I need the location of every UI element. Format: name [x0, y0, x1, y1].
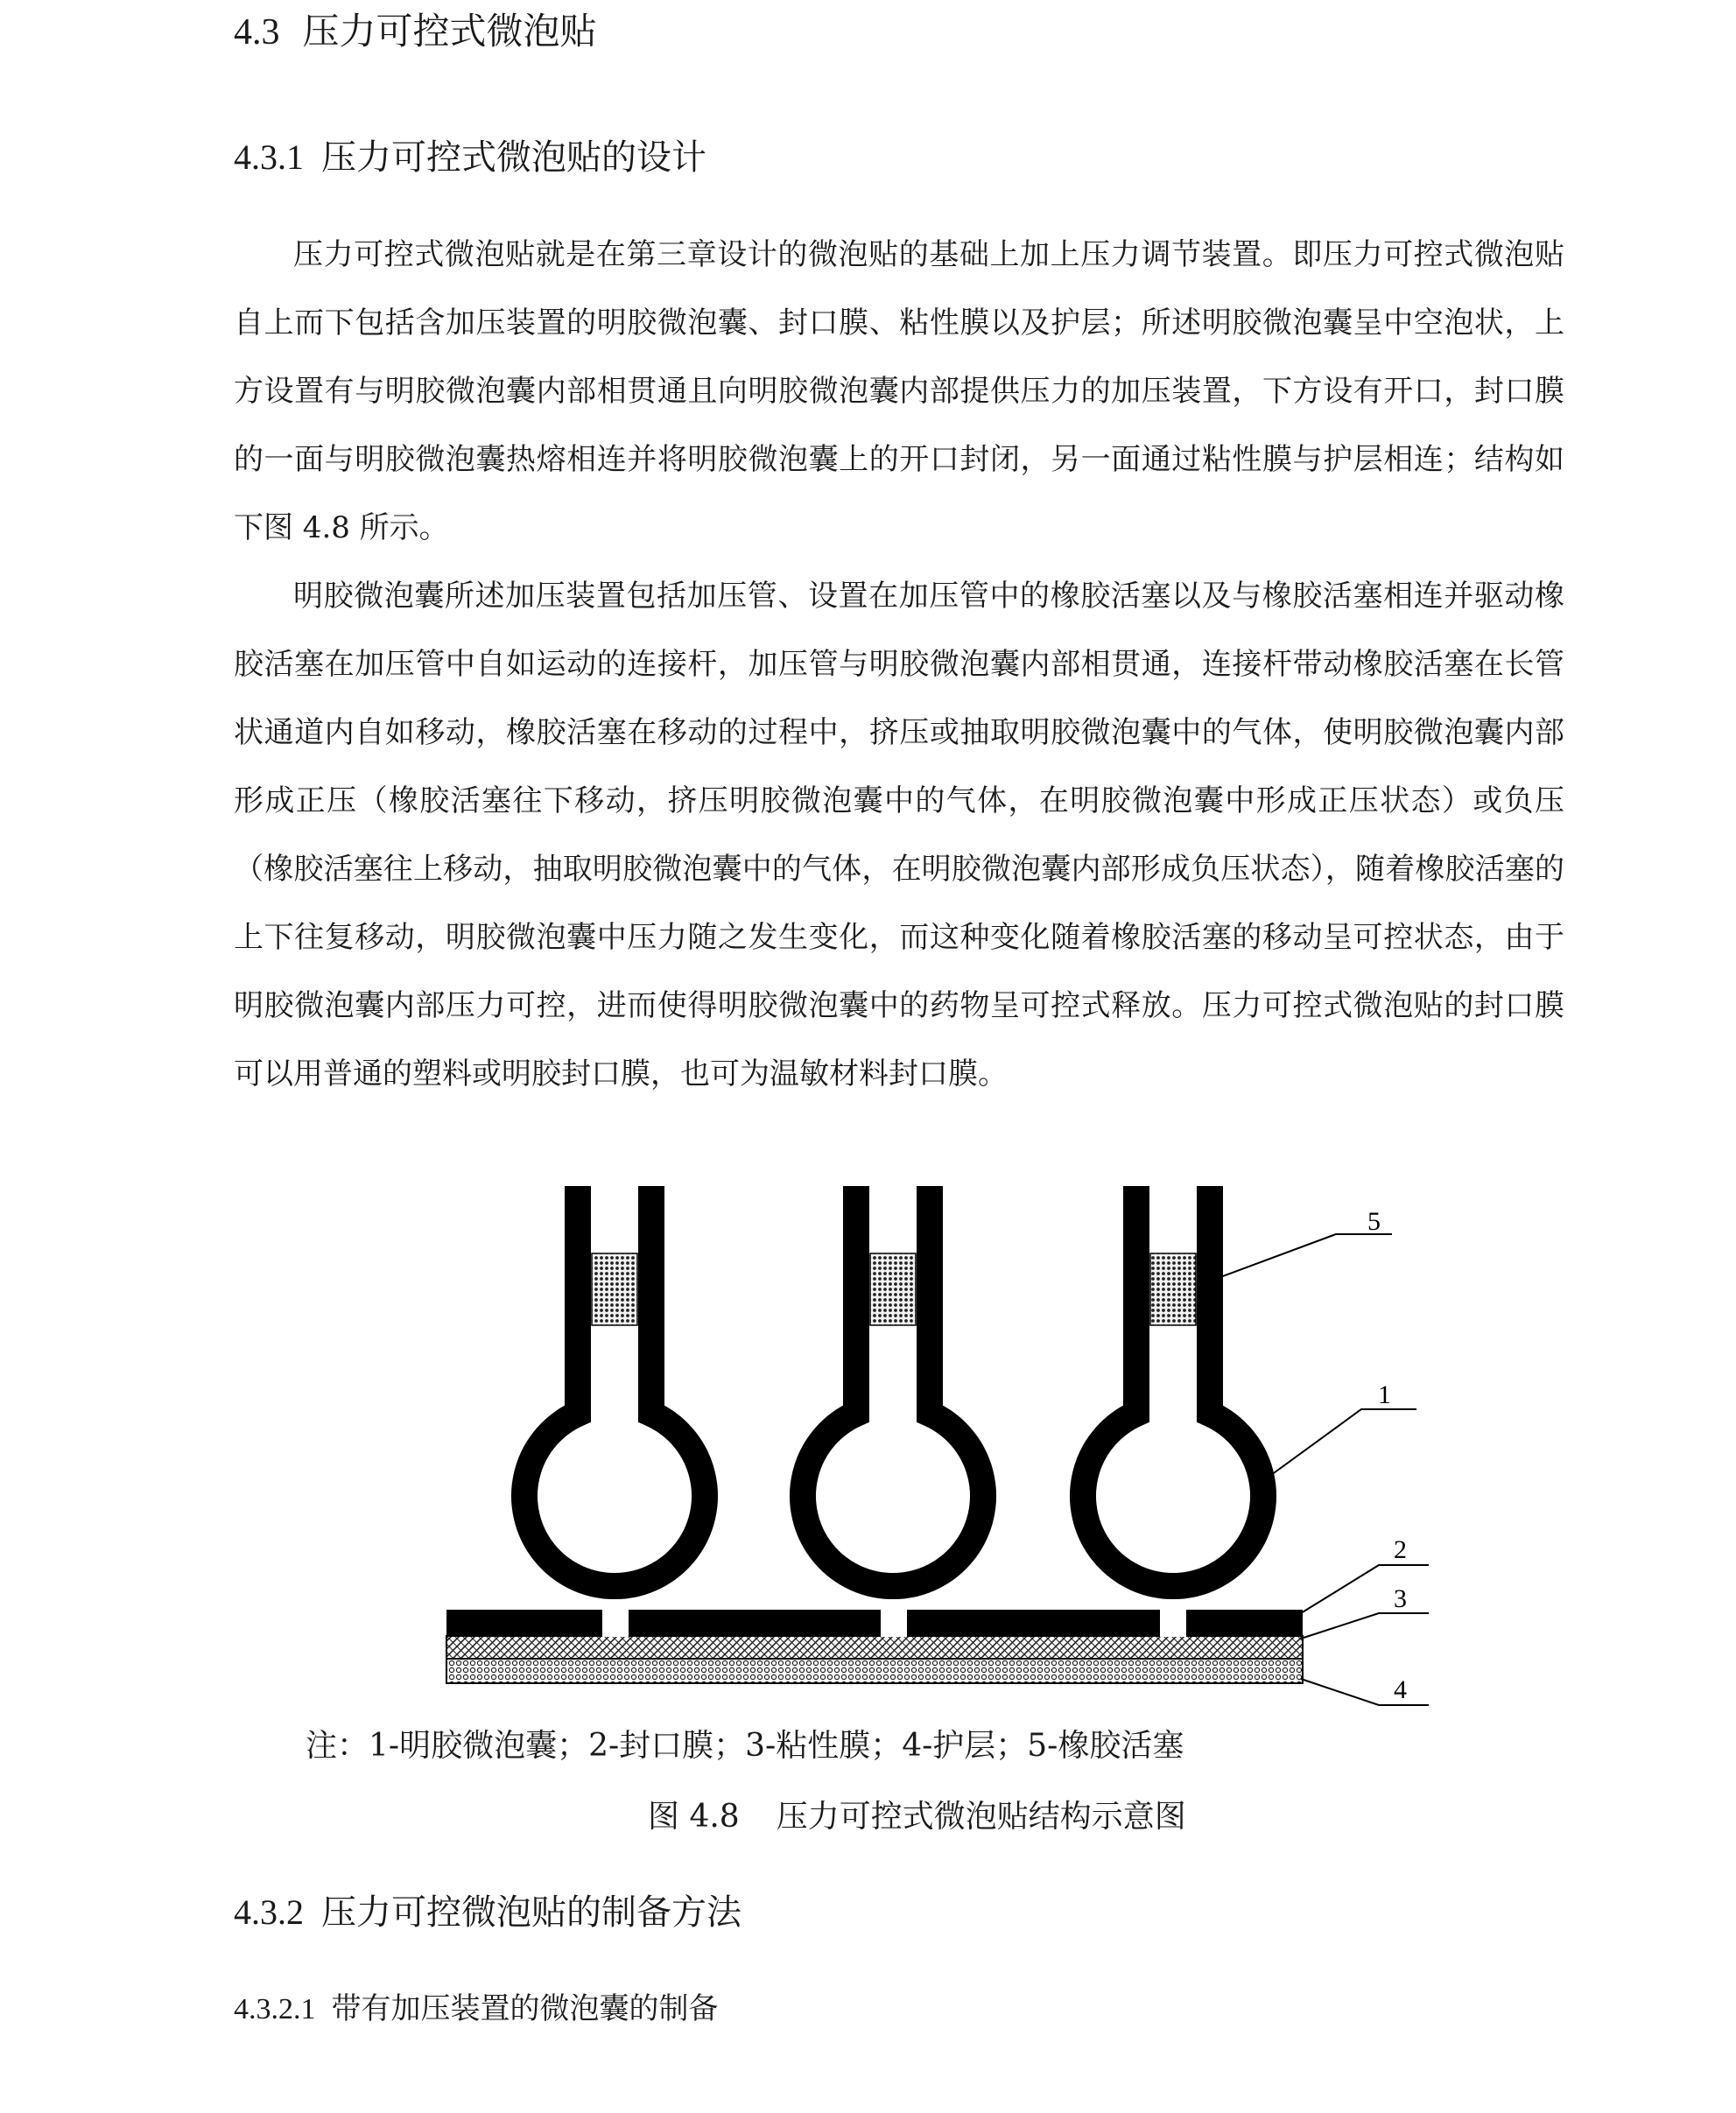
section-number: 4.3	[234, 12, 280, 53]
section-title: 压力可控式微泡贴	[302, 10, 597, 53]
rubber-piston	[592, 1253, 637, 1325]
subsubsection-title: 带有加压装置的微泡囊的制备	[331, 1991, 719, 2026]
rubber-piston	[870, 1253, 916, 1325]
paragraph: 明胶微泡囊所述加压装置包括加压管、设置在加压管中的橡胶活塞以及与橡胶活塞相连并驱动橡胶活塞在加压管中自如运动的连接杆，加压管与明胶微泡囊内部相贯通，连接杆带动橡胶活塞在长管状通道内自如移动，橡胶活塞在移动的过程中，挤压或抽取明胶微泡囊中的气体，使明胶微泡囊内部形成正压（橡胶活塞往下移动，挤压明胶微泡囊中的气体，在明胶微泡囊中形成正压状态）或负压（橡胶活塞往上移动，抽取明胶微泡囊中的气体，在明胶微泡囊内部形成负压状态），随着橡胶活塞的上下往复移动，明胶微泡囊中压力随之发生变化，而这种变化随着橡胶活塞的移动呈可控状态，由于明胶微泡囊内部压力可控，进而使得明胶微泡囊中的药物呈可控式释放。压力可控式微泡贴的封口膜可以用普通的塑料或明胶封口膜，也可为温敏材料封口膜。	[234, 579, 1564, 1092]
rubber-piston	[1150, 1253, 1196, 1325]
figure-caption-title: 压力可控式微泡贴结构示意图	[776, 1799, 1186, 1835]
subsubsection-number: 4.3.2.1	[234, 1993, 316, 2025]
subsection-number: 4.3.1	[234, 137, 304, 177]
label-1: 1	[1378, 1380, 1391, 1409]
figure-note: 注：1-明胶微泡囊；2-封口膜；3-粘性膜；4-护层；5-橡胶活塞	[306, 1728, 1184, 1764]
microbubble-capsule	[1083, 1186, 1263, 1637]
subsubsection-heading-4-3-2-1	[234, 1987, 719, 2032]
protective-layer	[446, 1659, 1303, 1683]
figure-caption	[648, 1793, 1186, 1842]
subsection-heading-4-3-2	[234, 1886, 741, 1939]
microbubble-capsule	[524, 1186, 705, 1637]
subsection-title: 压力可控式微泡贴的设计	[321, 137, 706, 178]
subsection-number: 4.3.2	[234, 1892, 304, 1932]
paragraph: 压力可控式微泡贴就是在第三章设计的微泡贴的基础上加上压力调节装置。即压力可控式微泡贴自上而下包括含加压装置的明胶微泡囊、封口膜、粘性膜以及护层；所述明胶微泡囊呈中空泡状，上方设置有与明胶微泡囊内部相贯通且向明胶微泡囊内部提供压力的加压装置，下方设有开口，封口膜的一面与明胶微泡囊热熔相连并将明胶微泡囊上的开口封闭，另一面通过粘性膜与护层相连；结构如下图 4.8 所示。	[234, 237, 1564, 545]
microbubble-capsule	[803, 1186, 983, 1637]
adhesive-film	[446, 1636, 1303, 1659]
subsection-title: 压力可控微泡贴的制备方法	[321, 1892, 741, 1933]
label-2: 2	[1394, 1535, 1407, 1564]
figure-caption-number: 图 4.8	[648, 1799, 740, 1835]
label-3: 3	[1394, 1584, 1407, 1613]
label-4: 4	[1394, 1675, 1407, 1704]
label-5: 5	[1367, 1207, 1381, 1236]
